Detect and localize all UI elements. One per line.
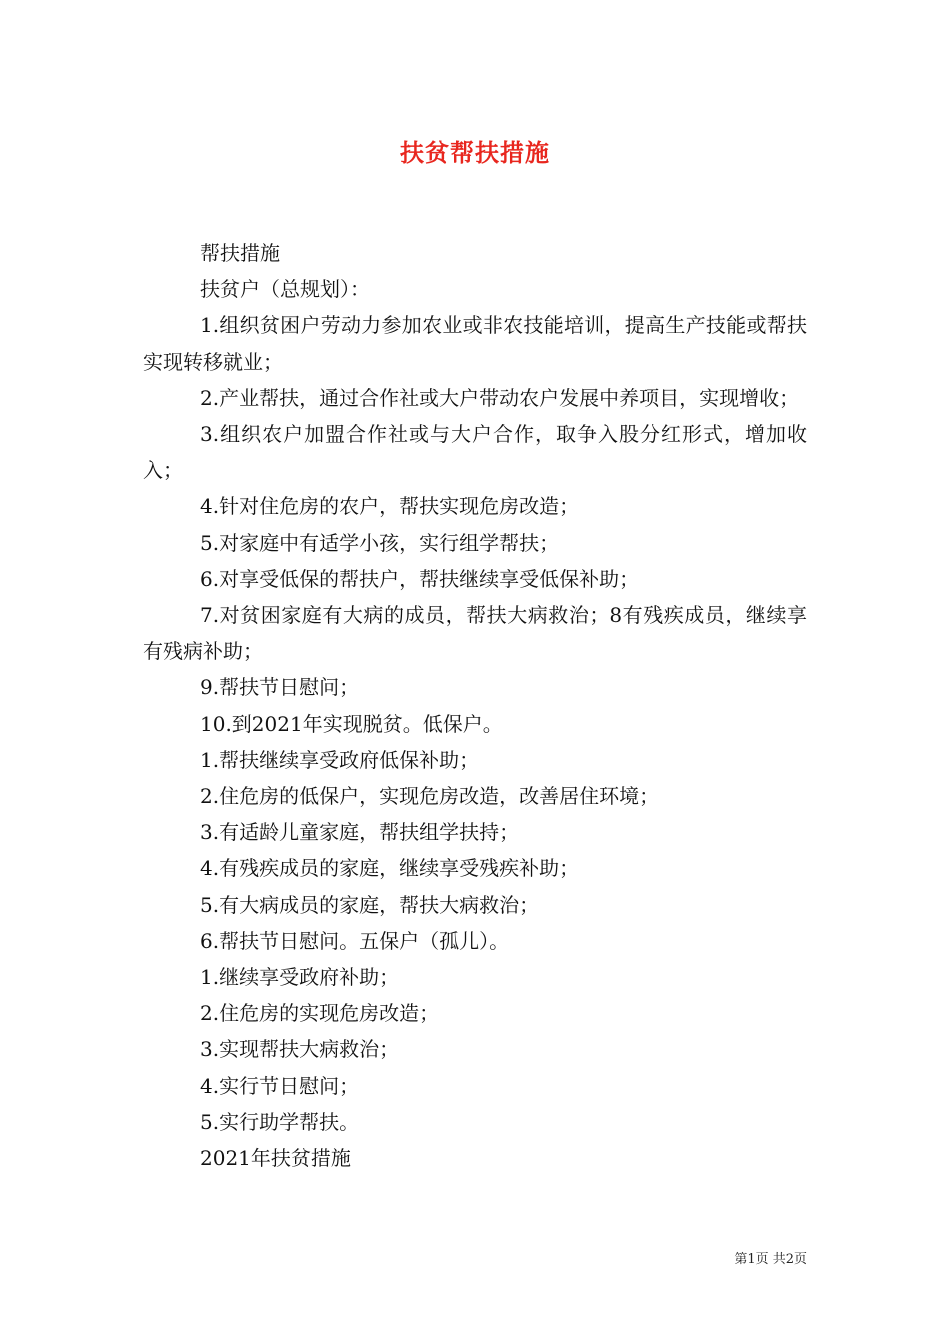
paragraph-item: 4.针对住危房的农户，帮扶实现危房改造； [200, 494, 580, 519]
page-number: 第1页 共2页 [734, 1252, 807, 1267]
paragraph-item: 2.住危房的低保户，实现危房改造，改善居住环境； [200, 784, 660, 809]
paragraph-heading: 帮扶措施 [200, 241, 280, 265]
paragraph-item: 9.帮扶节日慰问； [200, 675, 360, 700]
paragraph-item: 1.帮扶继续享受政府低保补助； [200, 747, 480, 772]
paragraph-item: 5.有大病成员的家庭，帮扶大病救治； [200, 892, 540, 917]
paragraph-item: 4.实行节日慰问； [200, 1073, 360, 1098]
paragraph-item: 6.帮扶节日慰问。五保户（孤儿）。 [200, 928, 510, 953]
paragraph-item: 3.组织农户加盟合作社或与大户合作，取争入股分红形式，增加收入； [143, 422, 807, 483]
paragraph-item: 1.组织贫困户劳动力参加农业或非农技能培训，提高生产技能或帮扶实现转移就业； [143, 313, 807, 374]
paragraph-item: 5.实行助学帮扶。 [200, 1109, 360, 1134]
paragraph-item: 5.对家庭中有适学小孩，实行组学帮扶； [200, 530, 560, 555]
paragraph-item: 2.产业帮扶，通过合作社或大户带动农户发展中养项目，实现增收； [200, 385, 800, 410]
paragraph-item: 10.到2021年实现脱贫。低保户。 [200, 711, 503, 736]
paragraph-item: 6.对享受低保的帮扶户，帮扶继续享受低保补助； [200, 566, 640, 591]
paragraph-subheading: 2021年扶贫措施 [200, 1146, 351, 1171]
paragraph-item: 3.有适龄儿童家庭，帮扶组学扶持； [200, 820, 520, 845]
document-title: 扶贫帮扶措施 [400, 138, 550, 167]
paragraph-item: 3.实现帮扶大病救治； [200, 1037, 400, 1062]
paragraph-item: 2.住危房的实现危房改造； [200, 1001, 440, 1026]
paragraph-section-poor-households: 扶贫户（总规划）： [200, 277, 370, 302]
paragraph-item: 7.对贫困家庭有大病的成员，帮扶大病救治；8有残疾成员，继续享有残病补助； [143, 603, 807, 664]
document-body [143, 235, 807, 1176]
paragraph-item: 4.有残疾成员的家庭，继续享受残疾补助； [200, 856, 580, 881]
paragraph-item: 1.继续享受政府补助； [200, 965, 400, 990]
